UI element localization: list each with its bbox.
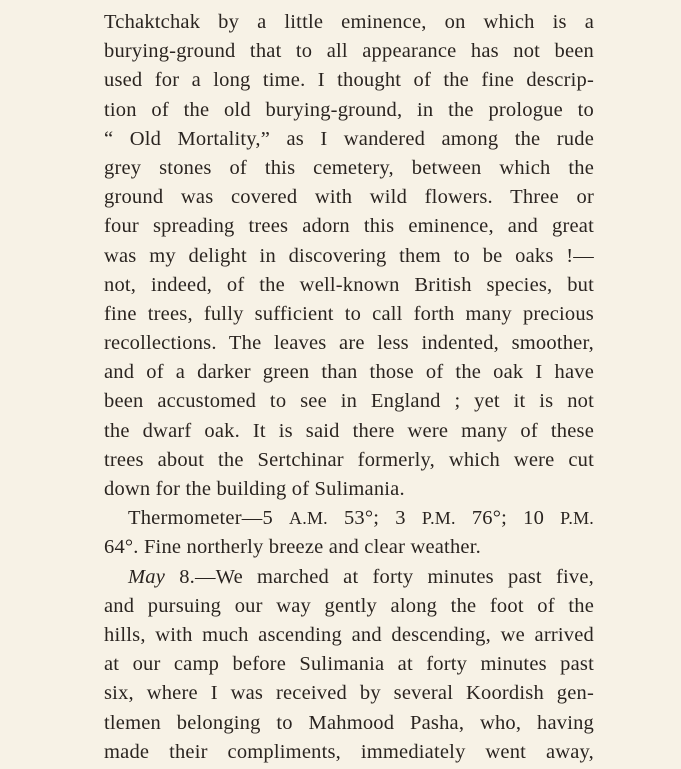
text-line: trees about the Sertchinar formerly, which were cut — [104, 448, 594, 471]
text-line: at our camp before Sulimania at forty minutes past — [104, 653, 594, 676]
time-abbrev: A.M. — [289, 508, 328, 529]
text-line: grey stones of this cemetery, between which the — [104, 156, 594, 179]
thermometer-line — [104, 504, 594, 533]
text-line: four spreading trees adorn this eminence, and great — [104, 215, 594, 238]
text-line: tion of the old burying-ground, in the prologue to — [104, 98, 594, 121]
text-line: made their compliments, immediately went away, — [104, 740, 594, 763]
text-line: and of a darker green than those of the oak I have — [104, 361, 594, 384]
dated-line — [104, 563, 594, 592]
reading: 76°; 10 — [471, 507, 545, 530]
text-line: “ Old Mortality,” as I wandered among the rude — [104, 127, 594, 150]
text-line: Tchaktchak by a little eminence, on which is a — [104, 11, 594, 33]
reading: 53°; 3 — [343, 507, 406, 530]
date-line-rest: 8.—We marched at forty minutes past five, — [165, 565, 594, 588]
text-line: six, where I was received by several Koordish gen- — [104, 682, 594, 705]
text-line: not, indeed, of the well-known British species, but — [104, 273, 594, 296]
text-line: used for a long time. I thought of the fine descrip- — [104, 69, 594, 92]
time-abbrev: P.M. — [560, 508, 594, 529]
thermometer-label: Thermometer—5 — [128, 507, 273, 530]
text-line: down for the building of Sulimania. — [104, 478, 405, 500]
text-line: and pursuing our way gently along the foot of the — [104, 594, 594, 617]
text-line: the dwarf oak. It is said there were many of these — [104, 419, 594, 442]
time-abbrev: P.M. — [421, 508, 456, 529]
text-line: hills, with much ascending and descending, we arrived — [104, 623, 594, 646]
text-line: was my delight in discovering them to be oaks !— — [104, 244, 594, 267]
text-line: been accustomed to see in England ; yet it is not — [104, 390, 594, 413]
text-line: fine trees, fully sufficient to call forth many precious — [104, 302, 594, 325]
text-block — [104, 0, 594, 763]
date-month: May — [128, 565, 166, 588]
text-line: 64°. Fine northerly breeze and clear weather. — [104, 536, 481, 559]
text-line: ground was covered with wild flowers. Three or — [104, 186, 594, 209]
text-line: recollections. The leaves are less indented, smoother, — [104, 332, 594, 355]
text-line: burying-ground that to all appearance has not been — [104, 40, 594, 63]
text-line: tlemen belonging to Mahmood Pasha, who, having — [104, 711, 594, 734]
